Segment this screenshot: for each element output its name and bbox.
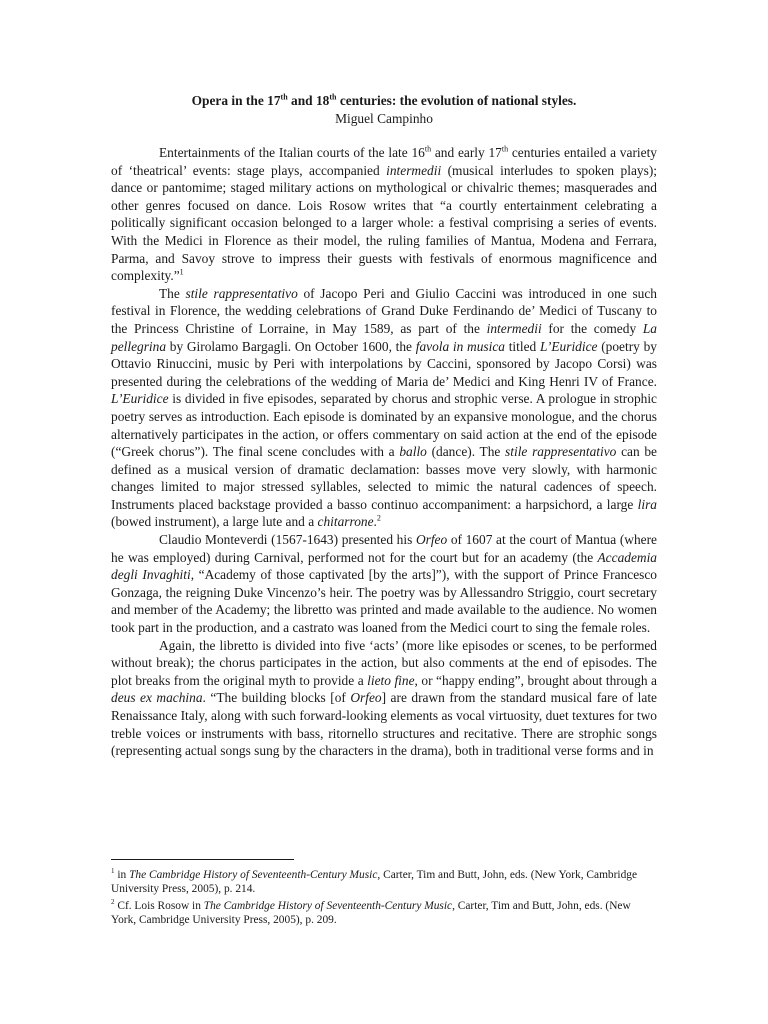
footnotes bbox=[111, 859, 657, 930]
footnote-ref-2: 2 bbox=[376, 514, 381, 523]
footnote-2: $^2$ Cf. Lois Rosow in The Cambridge History of Seventeenth-Century Music, Carter, Tim and Butt, John, eds. (New York, Cambridge University Press, 2005), p. 209. bbox=[111, 898, 631, 927]
footnote-1: $^1$ in The Cambridge History of Seventeenth-Century Music, Carter, Tim and Butt, John, eds. (New York, Cambridge University Press, 2005), p. 214. bbox=[111, 867, 638, 896]
document-page bbox=[111, 92, 657, 760]
document-title: Opera in the 17th and 18th centuries: the evolution of national styles. bbox=[191, 92, 577, 108]
footnote-ref-1: 1 bbox=[179, 267, 184, 277]
paragraph-3: Claudio Monteverdi (1567-1643) presented his Orfeo of 1607 at the court of Mantua (where he was employed) during Carnival, performed not for the court but for an academy (the Accademia degli Invaghiti, “Academy of those captivated [by the arts]”), with the support of Prince Francesco Gonzaga, the reigning Duke Vincenzo’s heir. The poetry was by Allessandro Striggio, court secretary and member of the Academy; the libretto was printed and made available to the audience. No women took part in the production, and a castrato was loaned from the Medici court to sing the female roles. bbox=[111, 532, 657, 636]
footnote-divider bbox=[111, 859, 294, 860]
document-author: Miguel Campinho bbox=[335, 111, 433, 126]
paragraph-4: Again, the libretto is divided into five ‘acts’ (more like episodes or scenes, to be performed without break); the chorus participates in the action, but also comments at the end of episodes. The plot breaks from the original myth to provide a lieto fine, or “happy ending”, brought about through a deus ex machina. “The building blocks [of Orfeo] are drawn from the standard musical fare of late Renaissance Italy, along with such forward-looking elements as vocal virtuosity, duet textures for two treble voices or instruments with bass, ritornello structures and recitative. There are strophic songs (representing actual songs sung by the characters in the drama), both in traditional verse forms and in bbox=[111, 637, 657, 759]
paragraph-1: Entertainments of the Italian courts of the late 16th and early 17th centuries entailed a variety of ‘theatrical’ events: stage plays, accompanied intermedii (musical interludes to spoken plays); dance or pantomime; staged military actions on mythological or chivalric themes; masquerades and other genres focused on dance. Lois Rosow writes that “a courtly entertainment celebrating a politically significant occasion belonged to a larger whole: a festival comprising a series of events. With the Medici in Florence as their model, the ruling families of Mantua, Modena and Ferrara, Parma, and Savoy strove to impress their guests with festivals of enormous magnificence and complexity.”$^1$ bbox=[111, 144, 657, 284]
paragraph-2: The stile rappresentativo of Jacopo Peri and Giulio Caccini was introduced in one such festival in Florence, the wedding celebrations of Grand Duke Ferdinando de’ Medici of Tuscany to the Princess Christine of Lorraine, in May 1589, as part of the intermedii for the comedy La pellegrina by Girolamo Bargagli. On October 1600, the favola in musica titled L’Euridice (poetry by Ottavio Rinuccini, music by Peri with interpolations by Caccini, sponsored by Jacopo Corsi) was presented during the celebrations of the wedding of Maria de’ Medici and King Henri IV of France. L’Euridice is divided in five episodes, separated by chorus and strophic verse. A prologue in strophic poetry serves as introduction. Each episode is dominated by an expansive monologue, and the chorus alternatively participates in the action, or offers commentary on said action at the end of the episode (“Greek chorus”). The final scene concludes with a ballo (dance). The stile rappresentativo can be defined as a musical version of dramatic declamation: basses move very slowly, with harmonic changes limited to major stressed syllables, selected to mimic the natural cadences of speech. Instruments placed backstage provided a basso continuo accompaniment: a harpsichord, a large lira (bowed instrument), a large lute and a chitarrone.$^2$ bbox=[111, 285, 658, 530]
